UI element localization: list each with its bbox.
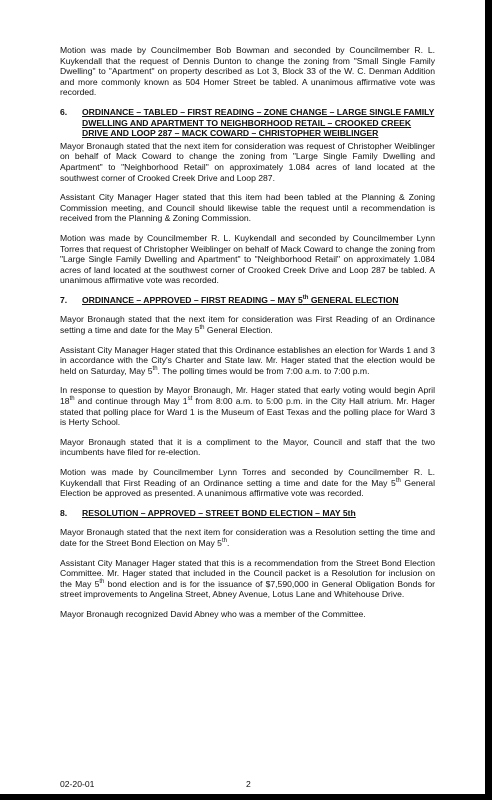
paragraph-general-election: Mayor Bronaugh stated that the next item for consideration was First Reading of an Ordinance setting a time and date for the May 5th General Election. [60,314,435,336]
item-6-heading [60,107,435,139]
scan-edge-right [485,0,492,800]
item-title: ORDINANCE – APPROVED – FIRST READING – MAY 5th GENERAL ELECTION [82,294,399,305]
item-number: 7. [60,294,68,305]
item-number: 8. [60,507,68,518]
paragraph-early-voting: In response to question by Mayor Bronaugh, Mr. Hager stated that early voting would begin April 18th and continue through May 1st from 8:00 a.m. to 5:00 p.m. in the City Hall atrium. Mr. Hager stated that polling place for Ward 1 is the Museum of East Texas and the polling place for Ward 3 is Herty School. [60,385,435,428]
motion-paragraph-dunton: Motion was made by Councilmember Bob Bowman and seconded by Councilmember R. L. Kuykendall that the request of Dennis Dunton to change the zoning from "Small Single Family Dwelling" to "Apartment" on property described as Lot 3, Block 33 of the W. C. Denman Addition and more commonly known as 504 Homer Street be tabled. A unanimous affirmative vote was recorded. [60,45,435,98]
paragraph-hager-tabled: Assistant City Manager Hager stated that this item had been tabled at the Planning & Zoning Commission meeting, and Council should likewise table the request until a recommendation is received from the Planning & Zoning Commission. [60,192,435,224]
paragraph-abney: Mayor Bronaugh recognized David Abney who was a member of the Committee. [60,608,366,619]
footer-date: 02-20-01 [60,779,95,789]
paragraph-hager-election: Assistant City Manager Hager stated that this Ordinance establishes an election for Wards 1 and 3 in accordance with the City's Charter and State law. Mr. Hager stated that the election would be held on Saturday, May 5th. The polling times would be from 7:00 a.m. to 7:00 p.m. [60,344,435,376]
paragraph-bond-committee: Assistant City Manager Hager stated that this is a recommendation from the Street Bond Election Committee. Mr. Hager stated that included in the Council packet is a Resolution for inclusion on the May 5th bond election and is for the issuance of $7,590,000 in General Obligation Bonds for street improvements to Angelina Street, Abney Avenue, Lotus Lane and Whitehouse Drive. [60,557,435,600]
motion-paragraph-election: Motion was made by Councilmember Lynn Torres and seconded by Councilmember R. L. Kuykendall that First Reading of an Ordinance setting a time and date for the May 5th General Election be approved as presented. A unanimous affirmative vote was recorded. [60,467,435,499]
minutes-content [60,45,435,629]
item-title: ORDINANCE – TABLED – FIRST READING – ZONE CHANGE – LARGE SINGLE FAMILY DWELLING AND APARTMENT TO NEIGHBORHOOD RETAIL – CROOKED CREEK DRIVE AND LOOP 287 – MACK COWARD – CHRISTOPHER WEIBLINGER [82,106,435,139]
paragraph-bond-resolution: Mayor Bronaugh stated that the next item for consideration was a Resolution setting the time and date for the Street Bond Election on May 5th. [60,527,435,548]
item-title: RESOLUTION – APPROVED – STREET BOND ELECTION – MAY 5th [82,507,356,518]
scan-edge-bottom [0,794,492,800]
item-8-heading [60,508,435,519]
page-number: 2 [246,779,251,789]
item-number: 6. [60,106,68,117]
paragraph-incumbents: Mayor Bronaugh stated that it is a compliment to the Mayor, Council and staff that the two incumbents have filed for re-election. [60,436,435,458]
motion-paragraph-weiblinger: Motion was made by Councilmember R. L. Kuykendall and seconded by Councilmember Lynn Torres that request of Christopher Weiblinger on behalf of Mack Coward to change the zoning from "Large Single Family Dwelling and Apartment" to "Neighborhood Retail" on approximately 1.084 acres of land located at the southwest corner of Crooked Creek Drive and Loop 287 be tabled. A unanimous affirmative vote was recorded. [60,232,435,286]
paragraph-weiblinger-request: Mayor Bronaugh stated that the next item for consideration was request of Christopher Weiblinger on behalf of Mack Coward to change the zoning from "Large Single Family Dwelling and Apartment" to "Neighborhood Retail" on approximately 1.084 acres of land located at the southwest corner of Crooked Creek Drive and Loop 287. [60,140,435,183]
item-7-heading [60,295,435,306]
